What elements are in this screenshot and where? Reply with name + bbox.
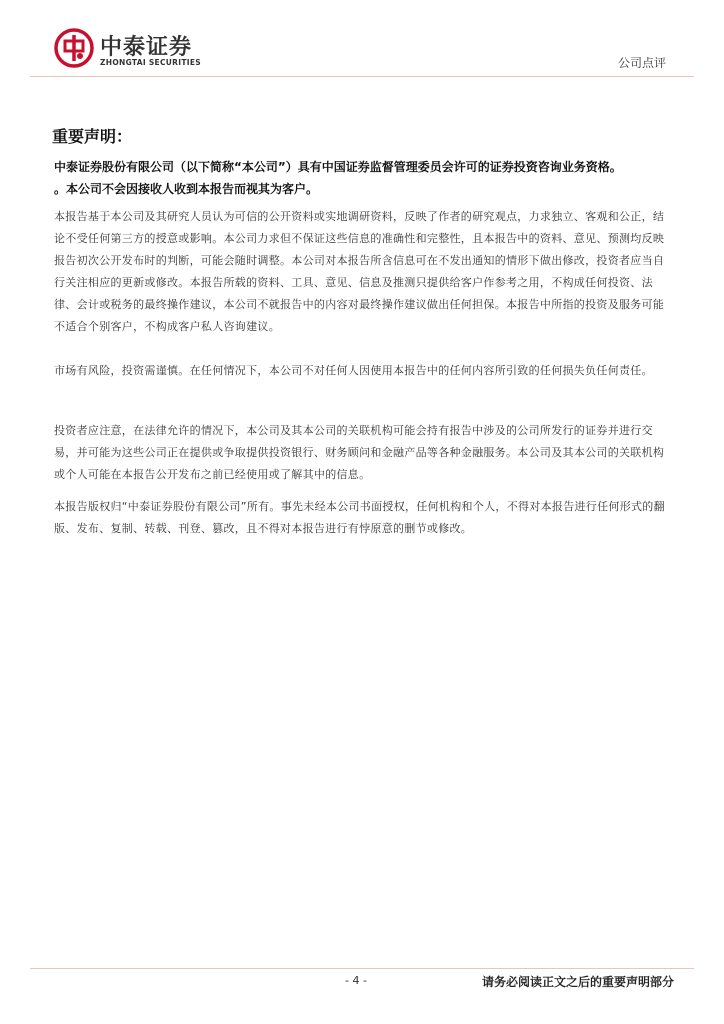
disclaimer-paragraph-2 [54, 360, 666, 382]
disclaimer-paragraph-4 [54, 496, 666, 540]
paragraph-text: 投资者应注意，在法律允许的情况下，本公司及其本公司的关联机构可能会持有报告中涉及的公司所发行的证券并进行交易，并可能为这些公司正在提供或争取提供投资银行、财务顾问和金融产品等各种金融服务。本公司及其本公司的关联机构或个人可能在本报告公开发布之前已经使用或了解其中的信息。 [54, 424, 665, 481]
disclaimer-paragraph-1 [54, 206, 666, 338]
page-header [0, 0, 724, 80]
page-number: - 4 - [345, 974, 367, 987]
intro-line-1: 中泰证券股份有限公司（以下简称“本公司”）具有中国证券监督管理委员会许可的证券投资咨询业务资格。 [54, 160, 622, 174]
logo-english-name: ZHONGTAI SECURITIES [100, 58, 201, 67]
paragraph-text: 本报告基于本公司及其研究人员认为可信的公开资料或实地调研资料，反映了作者的研究观点，力求独立、客观和公正，结论不受任何第三方的授意或影响。本公司力求但不保证这些信息的准确性和完整性，且本报告中的资料、意见、预测均反映报告初次公开发布时的判断，可能会随时调整。本公司对本报告所含信息可在不发出通知的情形下做出修改，投资者应当自行关注相应的更新或修改。本报告所载的资料、工具、意见、信息及推测只提供给客户作参考之用，不构成任何投资、法律、会计或税务的最终操作建议，本公司不就报告中的内容对最终操作建议做出任何担保。本报告中所指的投资及服务可能不适合个别客户，不构成客户私人咨询建议。 [54, 210, 665, 333]
disclaimer-paragraph-3 [54, 420, 666, 486]
section-title: 重要声明： [52, 127, 133, 146]
paragraph-text: 市场有风险，投资需谨慎。在任何情况下，本公司不对任何人因使用本报告中的任何内容所引致的任何损失负任何责任。 [54, 364, 653, 377]
zhongtai-logo-icon [54, 28, 94, 68]
document-type: 公司点评 [617, 56, 666, 70]
paragraph-text: 本报告版权归“中泰证券股份有限公司”所有。事先未经本公司书面授权，任何机构和个人，不得对本报告进行任何形式的翻版、发布、复制、转载、刊登、篡改，且不得对本报告进行有悖原意的删节或修改。 [54, 500, 665, 535]
footer-divider [30, 968, 694, 969]
intro-line-2: 。本公司不会因接收人收到本报告而视其为客户。 [54, 182, 319, 196]
company-logo [54, 28, 214, 70]
logo-chinese-name: 中泰证券 [100, 35, 193, 60]
header-divider [30, 76, 694, 77]
intro-statement [54, 156, 684, 200]
footer-note: 请务必阅读正文之后的重要声明部分 [481, 975, 674, 989]
